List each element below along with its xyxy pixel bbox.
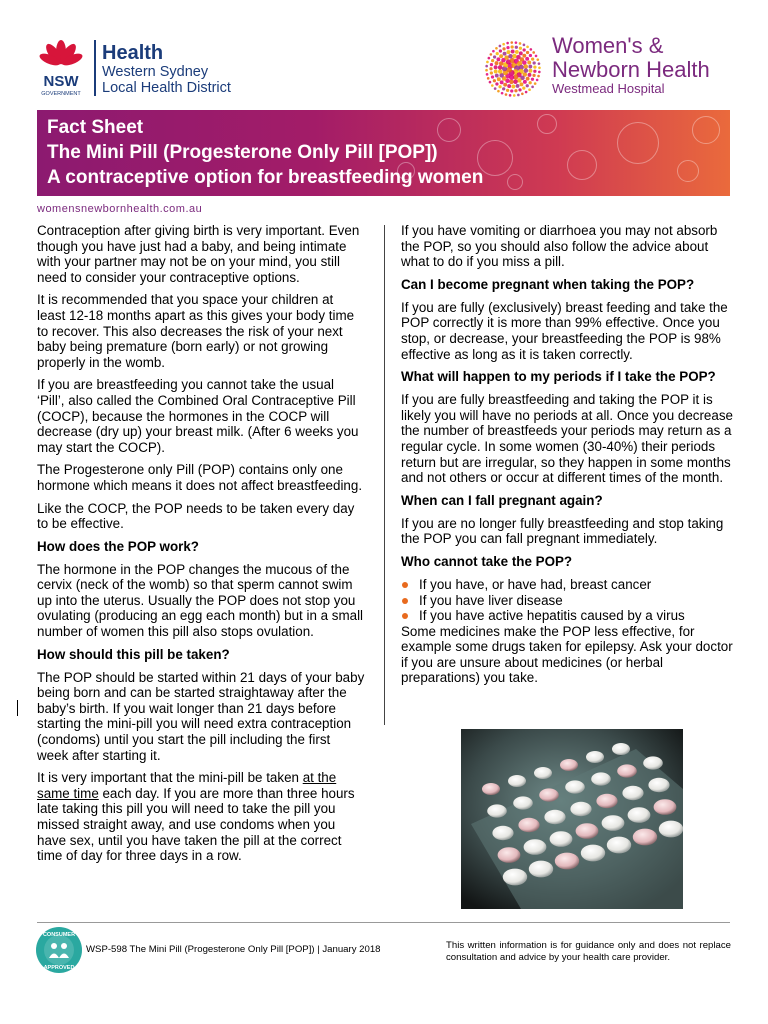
- svg-text:APPROVED: APPROVED: [43, 965, 75, 971]
- right-column: [401, 223, 733, 693]
- nsw-health-logo: [30, 38, 92, 100]
- heading-how-taken: How should this pill be taken?: [37, 646, 230, 662]
- consumer-approved-badge-icon: [35, 926, 83, 974]
- footer-rule: [37, 922, 730, 923]
- text-cursor: [17, 700, 18, 716]
- banner-subtitle: A contraceptive option for breastfeeding women: [47, 167, 484, 188]
- heading-who-cannot: Who cannot take the POP?: [401, 553, 573, 569]
- disclaimer: This written information is for guidance only and does not replace consultation and advice by your health care provider.: [446, 940, 731, 963]
- fall-pregnant-paragraph: If you are no longer fully breastfeeding and stop taking the POP you can fall pregnant immediately.: [401, 515, 724, 547]
- column-divider: [384, 225, 385, 725]
- svg-text:GOVERNMENT: GOVERNMENT: [41, 91, 81, 97]
- same-time-emphasis: at the same time: [37, 770, 337, 801]
- vomiting-paragraph: If you have vomiting or diarrhoea you may not absorb the POP, so you should also follow the advice about what to do if you miss a pill.: [401, 223, 718, 270]
- banner-title: The Mini Pill (Progesterone Only Pill [POP]): [47, 142, 438, 163]
- effectiveness-paragraph: If you are fully (exclusively) breast feeding and take the POP correctly it is more than 99% effective. Once you stop, or decrease, your breastfeeding the POP is 98% effective as long as it is taken correctly.: [401, 299, 728, 362]
- heading-pregnant: Can I become pregnant when taking the POP?: [401, 276, 695, 292]
- pop-paragraph: The Progesterone only Pill (POP) contains only one hormone which means it does not affect breastfeeding.: [37, 462, 363, 493]
- left-column: [37, 223, 365, 871]
- logo-divider: [94, 40, 96, 96]
- daily-paragraph: Like the COCP, the POP needs to be taken every day to be effective.: [37, 500, 355, 532]
- health-district-line2: Local Health District: [102, 80, 231, 96]
- wnh-name-line1: Women's &: [552, 33, 664, 58]
- website-link[interactable]: womensnewbornhealth.com.au: [37, 203, 203, 215]
- wnh-logo-name: [552, 34, 710, 82]
- how-works-paragraph: The hormone in the POP changes the mucous of the cervix (neck of the womb) so that sperm cannot swim up into the uterus. Usually the POP does not stop you ovulating (producing an egg each month) but in a small number of women this pill also stops ovulation.: [37, 561, 364, 640]
- pill-pack-photo: [461, 729, 683, 909]
- health-district-line1: Western Sydney: [102, 64, 209, 80]
- list-item: If you have liver disease: [419, 593, 733, 609]
- health-district: [102, 64, 231, 96]
- list-item: If you have, or have had, breast cancer: [419, 577, 733, 593]
- contraindication-list: [401, 577, 733, 624]
- wnh-dot-logo-icon: [482, 38, 544, 100]
- list-item: If you have active hepatitis caused by a virus: [419, 608, 733, 624]
- heading-fall-pregnant: When can I fall pregnant again?: [401, 492, 603, 508]
- svg-text:NSW: NSW: [43, 73, 79, 90]
- wnh-name-line2: Newborn Health: [552, 57, 710, 82]
- title-banner: [37, 110, 730, 196]
- document-reference: WSP-598 The Mini Pill (Progesterone Only Pill [POP]) | January 2018: [86, 944, 381, 955]
- medicines-paragraph: Some medicines make the POP less effective, for example some drugs taken for epilepsy. Ask your doctor if you are unsure about medicines (or herbal preparations) you take.: [401, 623, 733, 686]
- svg-text:CONSUMER: CONSUMER: [42, 932, 76, 938]
- timing-paragraph: It is very important that the mini-pill be taken at the same time each day. If you are more than three hours late taking this pill you will need to take the pill you missed straight away, and use condoms when you have sex, until you have taken the pill at the correct time of day for three days in a row.: [37, 770, 355, 864]
- health-title: Health: [102, 42, 164, 64]
- heading-periods: What will happen to my periods if I take the POP?: [401, 369, 716, 385]
- cocp-paragraph: If you are breastfeeding you cannot take the usual ‘Pill’, also called the Combined Oral Contraceptive Pill (COCP), because the hormones in the COCP will decrease (dry up) your breast milk. (After 6 weeks you may start the COCP).: [37, 377, 359, 455]
- periods-paragraph: If you are fully breastfeeding and taking the POP it is likely you will have no periods at all. Once you decrease the number of breastfeeds your periods may return as a regular cycle. In some women (30-40%) their periods return but are irregular, so they happen in some months and not others or occur at different times of the month.: [401, 392, 733, 486]
- heading-how-works: How does the POP work?: [37, 538, 199, 554]
- intro-paragraph: Contraception after giving birth is very important. Even though you have just had a baby, and being intimate with your partner may not be on your mind, you still need to consider your contraceptive options.: [37, 223, 360, 285]
- spacing-paragraph: It is recommended that you space your children at least 12-18 months apart as this gives your body time to recover. This also decreases the risk of your next baby being premature (born early) or not growing properly in the womb.: [37, 292, 355, 370]
- start-paragraph: The POP should be started within 21 days of your baby being born and can be started straightaway after the baby’s birth. If you wait longer than 21 days before starting the mini-pill you will need extra contraception (condoms) until you start the pill including the first week after starting it.: [37, 669, 365, 763]
- wnh-hospital: Westmead Hospital: [552, 81, 665, 96]
- banner-label: Fact Sheet: [47, 117, 144, 138]
